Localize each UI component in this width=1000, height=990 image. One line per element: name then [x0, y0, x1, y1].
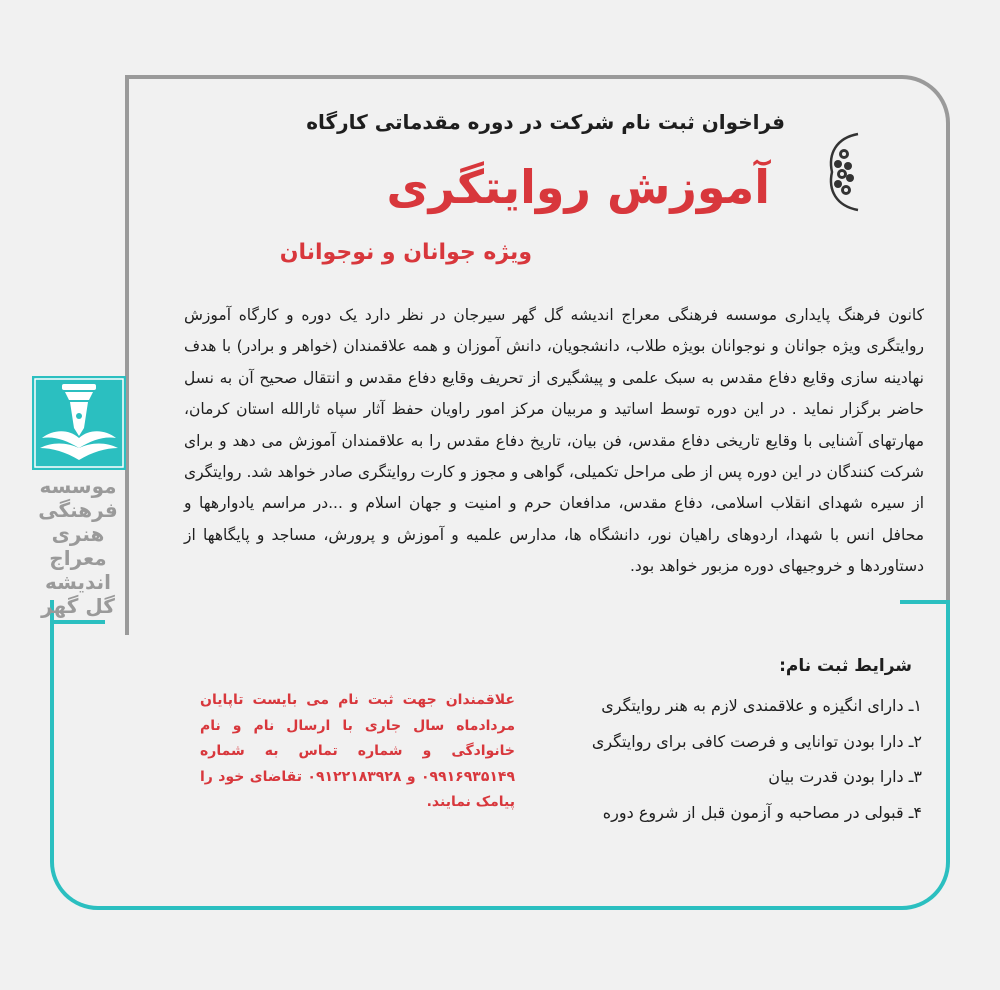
pen-book-logo-icon — [32, 376, 126, 470]
registration-note: علاقمندان جهت ثبت نام می بایست تاپایان مردادماه سال جاری با ارسال نام و نام خانوادگی و شماره تماس به شماره ۰۹۹۱۶۹۳۵۱۴۹ و ۰۹۱۲۲۱۸۳۹۲۸ تقاضای خود را پیامک نمایند. — [200, 692, 515, 810]
logo-caption-line: گل گهر — [41, 594, 115, 618]
body-paragraph: کانون فرهنگ پایداری موسسه فرهنگی معراج اندیشه گل گهر سیرجان در نظر دارد یک دوره و کارگاه آموزش روایتگری ویژه جوانان و نوجوانان بویژه طلاب، دانشجویان، دانش آموزان و همه علاقمندان (خواهر و برادر) با هدف نهادینه سازی وقایع دفاع مقدس به سبک علمی و پیشگیری از تحریف وقایع دفاع مقدس و انتقال صحیح آن به نسل حاضر برگزار نماید . در این دوره توسط اساتید و مربیان مرکز امور راویان حفظ آثار سپاه ثارالله استان کرمان، مهارتهای آشنایی با وقایع تاریخی دفاع مقدس، فن بیان، تاریخ دفاع مقدس را به علاقمندان آموزش می دهد و برای شرکت کنندگان در این دوره پس از طی مراحل تکمیلی، گواهی و مجوز و کارت روایتگری صادر خواهد شد. روایتگری از سیره شهدای انقلاب اسلامی، دفاع مقدس، مدافعان حرم و امنیت و جهان اسلام و ...در مراسم یادوارهها و محافل انس با شهدا، اردوهای راهیان نور، دانشگاه ها، مدارس علمیه و آموزش و پرورش، مساجد و پایگاهها از دستاوردها و خروجیهای دوره مزبور خواهد بود. — [184, 306, 924, 576]
conditions-title: شرایط ثبت نام: — [779, 656, 912, 676]
logo-caption-line: معراج — [49, 546, 107, 570]
page-subtitle: ویژه جوانان و نوجوانان — [279, 240, 532, 265]
page-title: آموزش روایتگری — [386, 160, 770, 214]
conditions-list — [522, 688, 922, 830]
announcement-intro: فراخوان ثبت نام شرکت در دوره مقدماتی کارگاه — [306, 110, 785, 134]
condition-item: ۲ـ دارا بودن توانایی و فرصت کافی برای روایتگری — [591, 731, 922, 751]
teal-frame-stub — [50, 620, 54, 650]
condition-item: ۱ـ دارای انگیزه و علاقمندی لازم به هنر روایتگری — [601, 696, 922, 715]
condition-item: ۳ـ دارا بودن قدرت بیان — [768, 767, 922, 786]
logo-caption-line: فرهنگی — [38, 498, 118, 522]
logo-caption — [28, 474, 128, 618]
logo-caption-line: هنری — [51, 522, 105, 546]
logo-caption-line: موسسه — [39, 474, 117, 498]
logo-caption-line: اندیشه — [45, 570, 111, 594]
condition-item: ۴ـ قبولی در مصاحبه و آزمون قبل از شروع دوره — [602, 802, 922, 822]
teal-frame-stub — [50, 620, 105, 624]
ornament-icon — [818, 132, 864, 212]
teal-frame-stub — [900, 600, 950, 604]
